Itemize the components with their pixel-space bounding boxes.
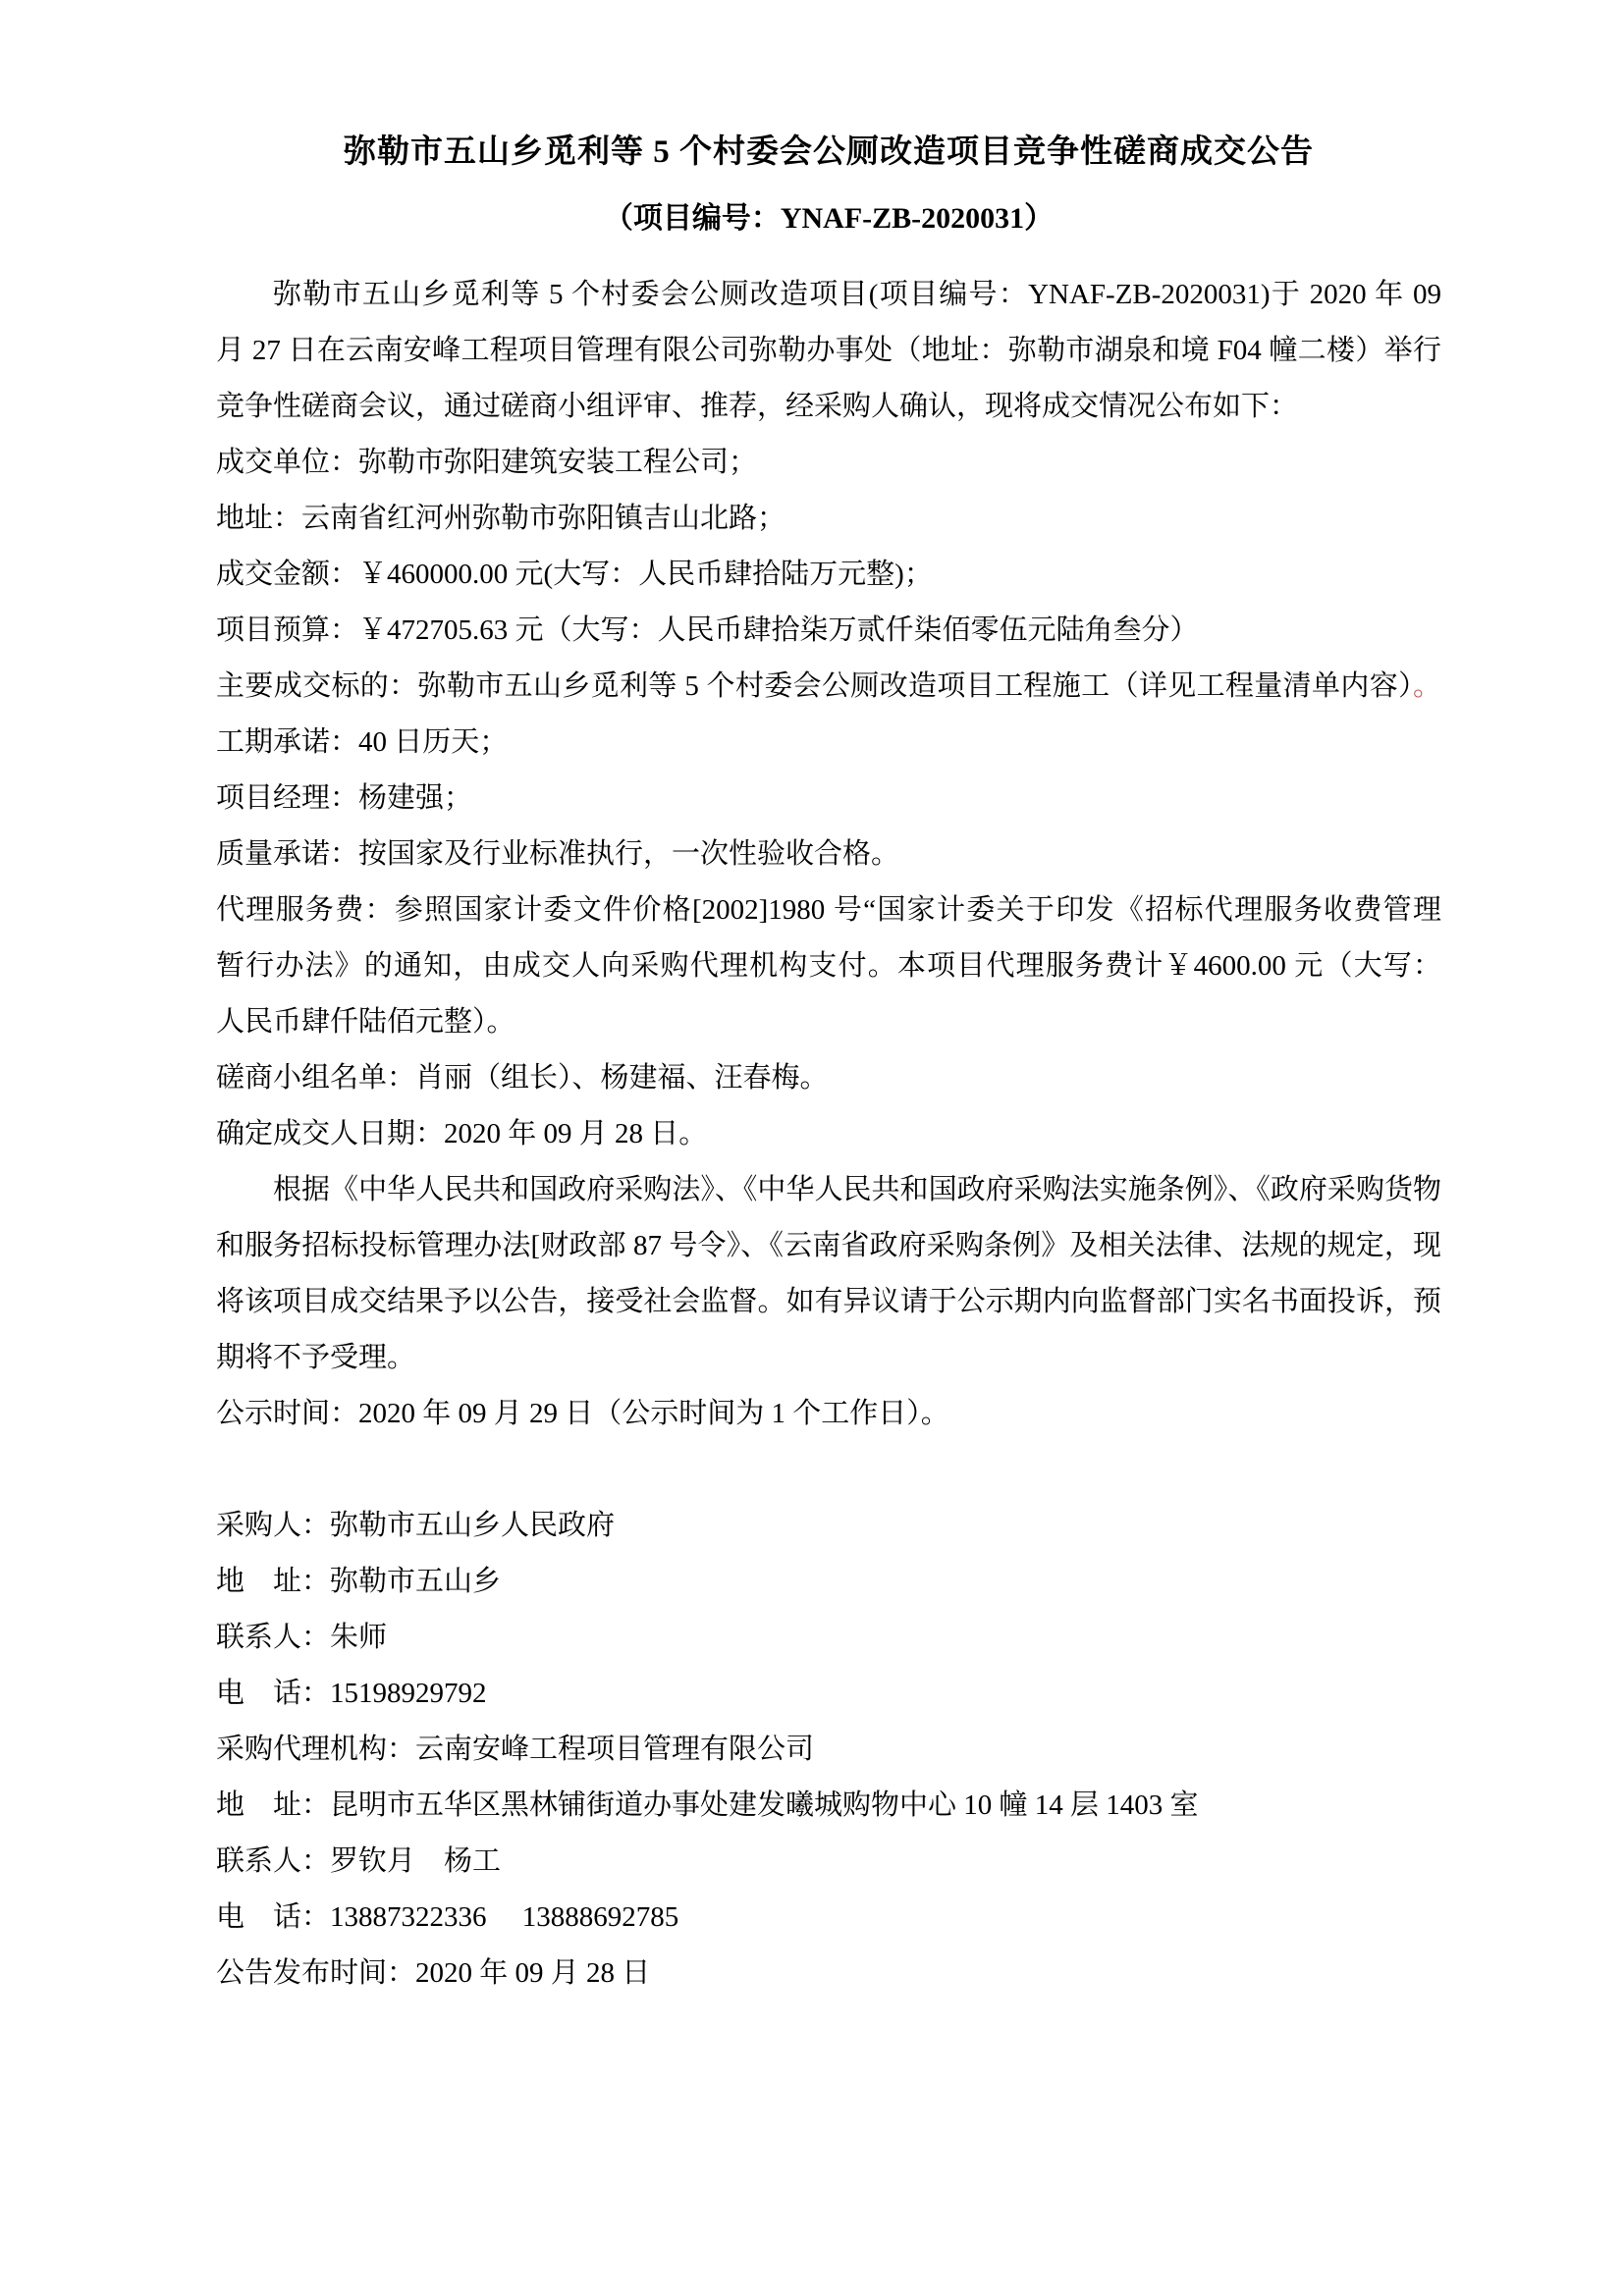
agency-fee-line-3: 人民币肆仟陆佰元整）。 <box>216 1006 515 1038</box>
body-line-intro-1: 弥勒市五山乡觅利等 5 个村委会公厕改造项目(项目编号：YNAF-ZB-2020031)于 2020 年 09 <box>273 279 1441 310</box>
agency-fee-line-1: 代理服务费：参照国家计委文件价格[2002]1980 号“国家计委关于印发《招标代理服务收费管理 <box>216 894 1441 926</box>
award-date-line: 确定成交人日期：2020 年 09 月 28 日。 <box>216 1118 708 1149</box>
award-subject-text: 主要成交标的：弥勒市五山乡觅利等 5 个村委会公厕改造项目工程施工（详见工程量清单内容） <box>216 670 1413 702</box>
agency-address-line: 地 址：昆明市五华区黑林铺街道办事处建发曦城购物中心 10 幢 14 层 1403 室 <box>216 1789 1199 1821</box>
project-number-subtitle: （项目编号：YNAF-ZB-2020031） <box>603 202 1055 235</box>
legal-basis-line-4: 期将不予受理。 <box>216 1342 416 1373</box>
agency-line: 采购代理机构：云南安峰工程项目管理有限公司 <box>216 1734 815 1765</box>
agency-fee-line-2: 暂行办法》的通知，由成交人向采购代理机构支付。本项目代理服务费计￥4600.00 元（大写： <box>216 950 1441 982</box>
body-line-intro-3: 竞争性磋商会议，通过磋商小组评审、推荐，经采购人确认，现将成交情况公布如下： <box>216 391 1299 422</box>
red-period: 。 <box>1412 670 1441 702</box>
award-unit-address-line: 地址：云南省红河州弥勒市弥阳镇吉山北路； <box>216 503 786 534</box>
panel-members-line: 磋商小组名单：肖丽（组长）、杨建福、汪春梅。 <box>216 1062 829 1094</box>
award-subject-line <box>216 659 1441 715</box>
blank-line <box>216 1442 1441 1498</box>
legal-basis-line-2: 和服务招标投标管理办法[财政部 87 号令》、《云南省政府采购条例》及相关法律、法规的规定，现 <box>216 1230 1441 1261</box>
purchaser-address-line: 地 址：弥勒市五山乡 <box>216 1566 502 1597</box>
purchaser-contact-line: 联系人：朱师 <box>216 1622 388 1653</box>
document-body <box>216 267 1441 2002</box>
agency-phone-line: 电 话：13887322336 13888692785 <box>216 1901 679 1933</box>
purchaser-line: 采购人：弥勒市五山乡人民政府 <box>216 1510 616 1541</box>
quality-promise-line: 质量承诺：按国家及行业标准执行，一次性验收合格。 <box>216 838 900 870</box>
publish-date-line: 公告发布时间：2020 年 09 月 28 日 <box>216 1957 651 1989</box>
project-manager-line: 项目经理：杨建强； <box>216 782 473 814</box>
project-budget-line: 项目预算：￥472705.63 元（大写：人民币肆拾柒万贰仟柒佰零伍元陆角叁分） <box>216 614 1199 646</box>
body-line-intro-2: 月 27 日在云南安峰工程项目管理有限公司弥勒办事处（地址：弥勒市湖泉和境 F04 幢二楼）举行 <box>216 335 1441 366</box>
award-unit-line: 成交单位：弥勒市弥阳建筑安装工程公司； <box>216 447 758 478</box>
award-amount-line: 成交金额：￥460000.00 元(大写：人民币肆拾陆万元整)； <box>216 559 933 590</box>
purchaser-phone-line: 电 话：15198929792 <box>216 1678 487 1709</box>
legal-basis-line-1: 根据《中华人民共和国政府采购法》、《中华人民共和国政府采购法实施条例》、《政府采购货物 <box>273 1174 1441 1205</box>
document-content <box>216 126 1441 2002</box>
legal-basis-line-3: 将该项目成交结果予以公告，接受社会监督。如有异议请于公示期内向监督部门实名书面投诉，预 <box>216 1286 1441 1317</box>
page-title: 弥勒市五山乡觅利等 5 个村委会公厕改造项目竞争性磋商成交公告 <box>344 134 1314 170</box>
agency-contact-line: 联系人：罗钦月 杨工 <box>216 1845 502 1877</box>
publicity-period-line: 公示时间：2020 年 09 月 29 日（公示时间为 1 个工作日）。 <box>216 1398 949 1429</box>
duration-line: 工期承诺：40 日历天； <box>216 726 509 758</box>
